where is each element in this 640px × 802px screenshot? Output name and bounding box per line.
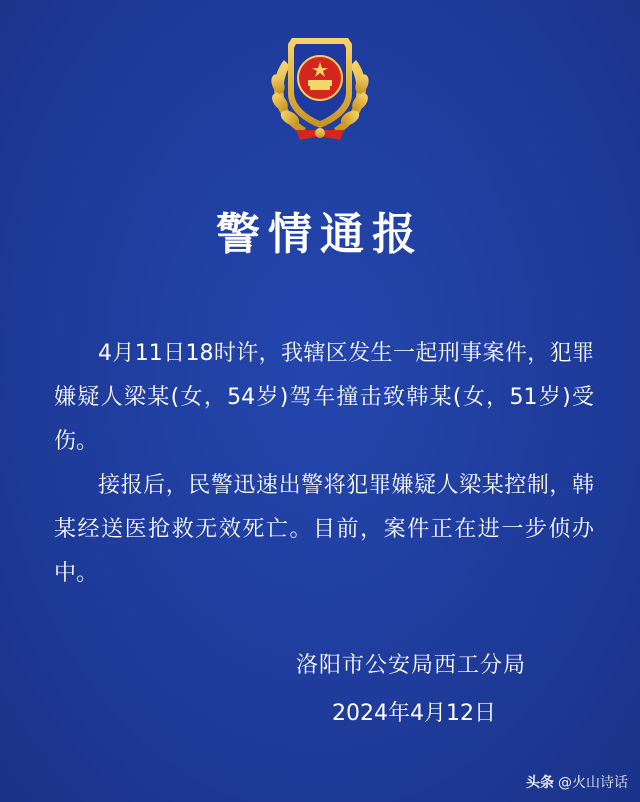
notice-body xyxy=(54,332,594,596)
signature: 洛阳市公安局西工分局 xyxy=(296,653,527,678)
page-title: 警情通报 xyxy=(216,209,424,260)
paragraph-1: 4月11日18时许，我辖区发生一起刑事案件，犯罪嫌疑人梁某(女，54岁)驾车撞击致韩某(女，51岁)受伤。 xyxy=(54,341,594,454)
paragraph-2: 接报后，民警迅速出警将犯罪嫌疑人梁某控制，韩某经送医抢救无效死亡。目前，案件正在进一步侦办中。 xyxy=(54,473,594,586)
date: 2024年4月12日 xyxy=(332,701,496,726)
watermark xyxy=(526,772,628,792)
watermark-handle: @火山诗话 xyxy=(558,775,628,791)
police-emblem-icon xyxy=(262,24,378,148)
watermark-logo: 头条 xyxy=(526,775,554,791)
